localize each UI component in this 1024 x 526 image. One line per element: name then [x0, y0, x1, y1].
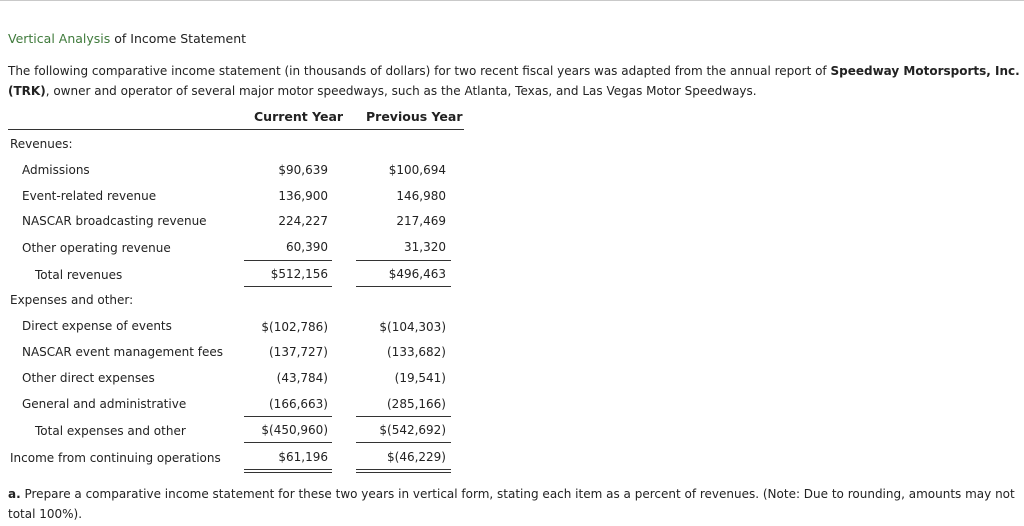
- cell-previous-general-admin: (285,166): [387, 397, 446, 411]
- rule-current-total-revenues: [244, 286, 332, 287]
- intro-part1: The following comparative income statement (in thousands of dollars) for two recent fiscal years was adapted from the annual report of: [8, 64, 827, 78]
- cell-previous-nascar-fees: (133,682): [387, 345, 446, 359]
- cell-previous-total-revenues: $496,463: [388, 267, 446, 281]
- header-current-year: Current Year: [254, 109, 344, 124]
- rule-current-income-2: [244, 472, 332, 473]
- row-label-total-expenses: Total expenses and other: [35, 424, 186, 438]
- rule-current-revenues: [244, 260, 332, 261]
- cell-current-direct-expense: $(102,786): [261, 320, 328, 334]
- rule-previous-income-2: [356, 472, 451, 473]
- cell-previous-total-expenses: $(542,692): [379, 423, 446, 437]
- rule-previous-expenses: [356, 416, 451, 417]
- cell-current-general-admin: (166,663): [269, 397, 328, 411]
- header-previous-year: Previous Year: [366, 109, 463, 124]
- cell-previous-direct-expense: $(104,303): [379, 320, 446, 334]
- rule-previous-total-expenses: [356, 442, 451, 443]
- cell-previous-other-operating: 31,320: [404, 240, 446, 254]
- cell-current-broadcasting: 224,227: [278, 214, 328, 228]
- rule-previous-income-1: [356, 469, 451, 470]
- row-label-other-direct: Other direct expenses: [22, 371, 155, 385]
- row-label-broadcasting: NASCAR broadcasting revenue: [22, 214, 207, 228]
- cell-previous-income: $(46,229): [387, 450, 446, 464]
- cell-current-nascar-fees: (137,727): [269, 345, 328, 359]
- question-text: Prepare a comparative income statement for these two years in vertical form, stating each item as a percent of revenues. (Note: Due to rounding, amounts may not total 100%).: [8, 487, 1015, 521]
- row-label-direct-expense: Direct expense of events: [22, 319, 172, 333]
- intro-part2: , owner and operator of several major motor speedways, such as the Atlanta, Texas, and Las Vegas Motor Speedways.: [45, 84, 757, 98]
- row-label-other-operating: Other operating revenue: [22, 241, 171, 255]
- intro-paragraph: [8, 61, 1020, 101]
- rule-current-total-expenses: [244, 442, 332, 443]
- title-rest: of Income Statement: [114, 31, 247, 46]
- cell-current-income: $61,196: [278, 450, 328, 464]
- row-label-event-related: Event-related revenue: [22, 189, 157, 203]
- cell-previous-broadcasting: 217,469: [396, 214, 446, 228]
- question-letter: a.: [8, 487, 21, 501]
- title-accent: Vertical Analysis: [8, 31, 111, 46]
- row-label-nascar-fees: NASCAR event management fees: [22, 345, 223, 359]
- cell-current-total-expenses: $(450,960): [261, 423, 328, 437]
- company-name: Speedway Motorsports, Inc. (TRK): [8, 64, 1020, 98]
- revenues-header: Revenues:: [10, 137, 73, 151]
- question-a: [8, 484, 1018, 524]
- row-label-admissions: Admissions: [22, 163, 90, 177]
- cell-previous-other-direct: (19,541): [394, 371, 446, 385]
- cell-current-other-operating: 60,390: [286, 240, 328, 254]
- page-title: [8, 31, 246, 46]
- rule-previous-revenues: [356, 260, 451, 261]
- cell-current-total-revenues: $512,156: [270, 267, 328, 281]
- header-rule: [8, 129, 464, 130]
- expenses-header: Expenses and other:: [10, 293, 134, 307]
- cell-current-admissions: $90,639: [278, 163, 328, 177]
- row-label-general-admin: General and administrative: [22, 397, 187, 411]
- cell-previous-admissions: $100,694: [388, 163, 446, 177]
- row-label-total-revenues: Total revenues: [35, 268, 123, 282]
- rule-current-income-1: [244, 469, 332, 470]
- top-border: [0, 0, 1024, 1]
- cell-current-event-related: 136,900: [278, 189, 328, 203]
- cell-current-other-direct: (43,784): [276, 371, 328, 385]
- rule-previous-total-revenues: [356, 286, 451, 287]
- rule-current-expenses: [244, 416, 332, 417]
- cell-previous-event-related: 146,980: [396, 189, 446, 203]
- row-label-income: Income from continuing operations: [10, 451, 221, 465]
